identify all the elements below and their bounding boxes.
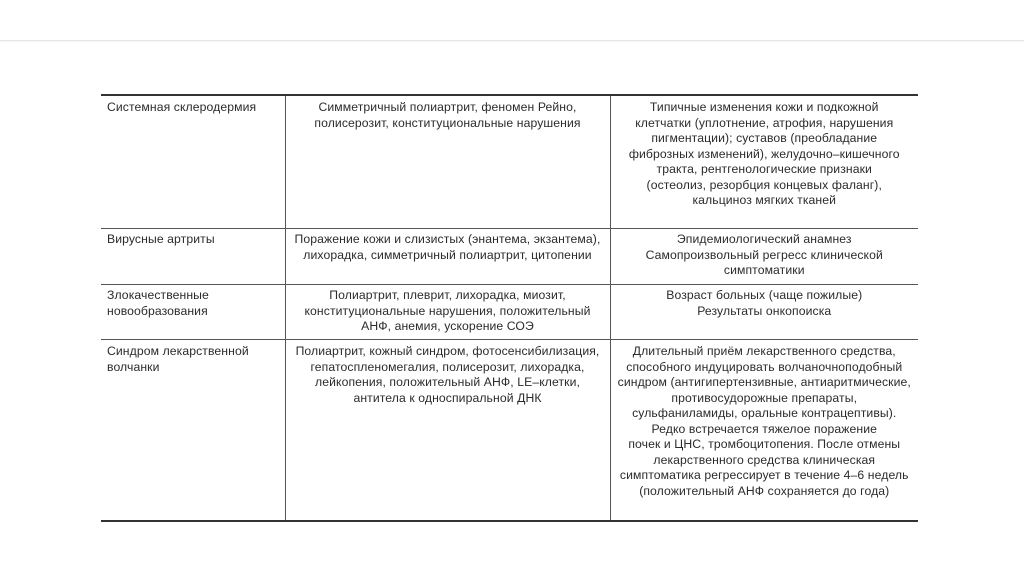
table-row [101, 95, 918, 229]
features-cell: Полиартрит, плеврит, лихорадка, миозит, конституциональные нарушения, положительный АНФ, анемия, ускорение СОЭ [285, 285, 610, 340]
disease-cell: Системная склеродермия [101, 95, 285, 229]
diagnosis-cell: Длительный приём лекарственного средства, способного индуцировать волчаночноподобный синдром (антигипертензивные, антиаритмические, противосудорожные препараты, сульфаниламиды, оральные контрацептивы). Редко встречается тяжелое поражение почек и ЦНС, тромбоцитопения. После отмены лекарственного средства клиническая симптоматика регрессирует в течение 4–6 недель (положительный АНФ сохраняется до года) [610, 340, 918, 522]
slide-content [101, 94, 918, 522]
table-row [101, 229, 918, 285]
diagnosis-cell: Типичные изменения кожи и подкожной клетчатки (уплотнение, атрофия, нарушения пигментации); суставов (преобладание фиброзных изменений), желудочно–кишечного тракта, рентгенологические признаки (остеолиз, резорбция концевых фаланг), кальциноз мягких тканей [610, 95, 918, 229]
differential-diagnosis-table [101, 94, 918, 522]
features-cell: Поражение кожи и слизистых (энантема, экзантема), лихорадка, симметричный полиартрит, цитопении [285, 229, 610, 285]
features-cell: Полиартрит, кожный синдром, фотосенсибилизация, гепатоспленомегалия, полисерозит, лихорадка, лейкопения, положительный АНФ, LE–клетки, антитела к односпиральной ДНК [285, 340, 610, 522]
table-row [101, 340, 918, 522]
disease-cell: Вирусные артриты [101, 229, 285, 285]
diagnosis-cell: Возраст больных (чаще пожилые) Результаты онкопоиска [610, 285, 918, 340]
disease-cell: Синдром лекарственной волчанки [101, 340, 285, 522]
features-cell: Симметричный полиартрит, феномен Рейно, полисерозит, конституциональные нарушения [285, 95, 610, 229]
table-row [101, 285, 918, 340]
slide-top-band [0, 0, 1024, 41]
disease-cell: Злокачественные новообразования [101, 285, 285, 340]
diagnosis-cell: Эпидемиологический анамнез Самопроизвольный регресс клинической симптоматики [610, 229, 918, 285]
